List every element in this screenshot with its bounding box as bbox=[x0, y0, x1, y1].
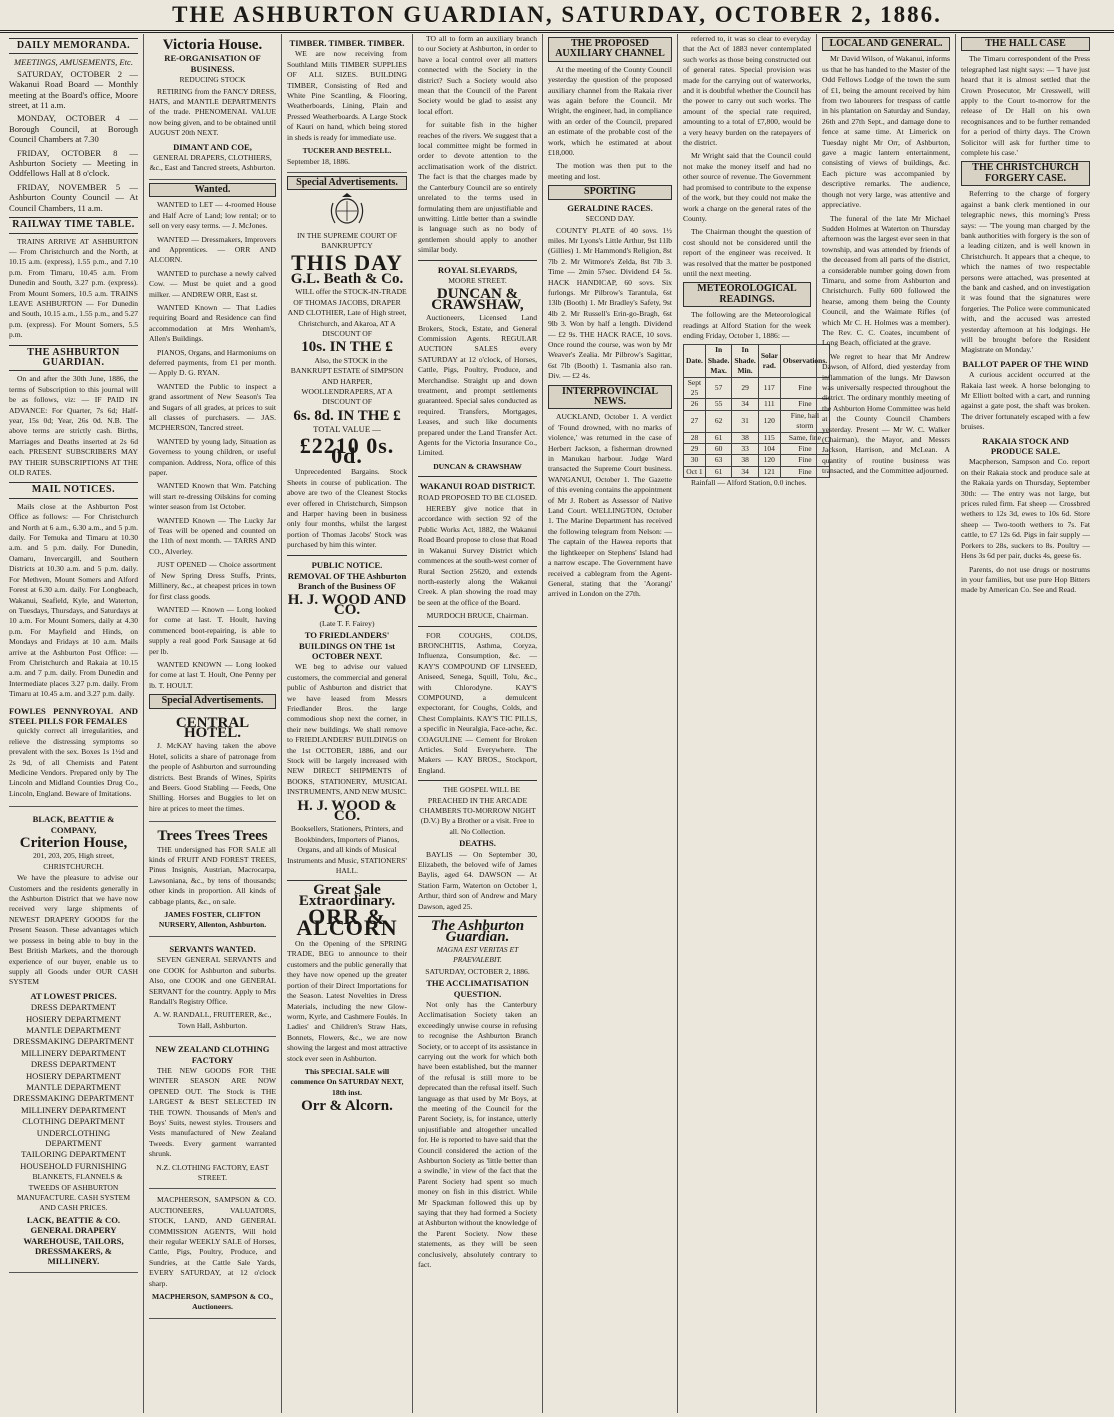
divider bbox=[418, 626, 537, 627]
article-body: for suitable fish in the higher reaches of the rivers. We suggest that a local committee might be formed in order to devote attention to the acclimatisation work of the district. The fact is that the charges made by the Canterbury Council are so entirely unrelated to the terms used in formulating them are unjustifiable and unwitting. Little better than a swindle is language such as no body of gentlemen should apply to another similar body. bbox=[418, 120, 537, 255]
royal-arms-crest bbox=[287, 193, 407, 229]
auxiliary-channel-intro: At the meeting of the County Council yesterday the question of the proposed auxiliary channel from the Rakaia river was again before the Council. Mr Wright, the engineer, had, in compliance with an order of the Council, prepared an estimate of the probable cost of the work, which he estimated at about £18,000. bbox=[548, 64, 672, 158]
table-cell: 33 bbox=[732, 444, 758, 455]
table-cell: 31 bbox=[732, 410, 758, 432]
hj-wood-subtitle: Booksellers, Stationers, Printers, and Bookbinders, Importers of Pianos, Organs, and all kinds of Musical Instruments and Music, STATIONERS' HALL. bbox=[287, 824, 407, 876]
duncan-crawshaw-signature: DUNCAN & CRAWSHAW bbox=[433, 461, 522, 471]
this-day-heading: THIS DAY bbox=[291, 249, 403, 275]
table-cell: 38 bbox=[732, 455, 758, 466]
criterion-dept: MILLINERY DEPARTMENT bbox=[20, 1104, 127, 1115]
rakaia-sale-title: RAKAIA STOCK AND PRODUCE SALE. bbox=[982, 435, 1069, 457]
trees-title: Trees Trees Trees bbox=[157, 828, 268, 845]
article-continuation: referred to, it was so clear to everyday that the Act of 1883 never contemplated such works as those being constructed out of general rates. Special provision was made for the carrying out of waterworks, and it is doubtful whether the Council has the power to carry out such works. The amount of the special rate required, amounting to a total of £7,800, would be a very heavy burden on the ratepayers of the district. bbox=[683, 34, 811, 148]
sporting-subtitle: GERALDINE RACES. bbox=[567, 202, 653, 213]
timber-date: September 18, 1886. bbox=[287, 157, 350, 167]
wanted-item: PIANOS, Organs, and Harmoniums on deferred payments, from £1 per month. — Apply D. G. RYAN. bbox=[149, 347, 276, 378]
criterion-dept: CLOTHING DEPARTMENT bbox=[22, 1116, 125, 1127]
forgery-case-text: Referring to the charge of forgery against a bank clerk mentioned in our telegraphic news, this morning's Press says: — 'The young man charged by the bank authorities with forgery is the son of a leading citizen, and is well known in Christchurch. It appears that a cheque, to which the names of two respectable persons were attached, was presented at the bank and cashed, and on investigation it was found that the signatures were forgeries. The Police were communicated with, and the accused was arrested yesterday afternoon at his lodgings. He will be brought before the Resident Magistrate on Monday.' bbox=[961, 189, 1090, 355]
wanted-title: Wanted. bbox=[149, 183, 276, 197]
criterion-foot: BLANKETS, FLANNELS & TWEEDS OF ASHBURTON MANUFACTURE. CASH SYSTEM AND CASH PRICES. bbox=[16, 1172, 131, 1213]
memo-item: FRIDAY, NOVEMBER 5 — Ashburton County Council — At Council Chambers, 11 a.m. bbox=[9, 181, 138, 213]
columns bbox=[4, 34, 1110, 1413]
victoria-house-reducing: REDUCING STOCK bbox=[179, 75, 246, 85]
wanted-item: WANTED — Known — Long looked for come at last. T. Hoult, having commenced boot-repairing, is able to supply a real good Pork Sausage at 6d per lb. bbox=[149, 604, 276, 656]
table-cell: 26 bbox=[684, 399, 706, 410]
criterion-dept: MANTLE DEPARTMENT bbox=[26, 1081, 121, 1092]
clothing-factory-text: THE NEW GOODS FOR THE WINTER SEASON ARE NOW OPENED OUT. The Stock is THE LARGEST & BEST SELECTED IN THE TOWN. Thousands of Men's and Boys' Suits, newest styles. Trousers and Vests manufactured of New Zealand Tweeds. Every garment warranted shrunk. bbox=[149, 1065, 276, 1159]
public-notice-title: PUBLIC NOTICE. bbox=[311, 559, 383, 570]
hotel-ad bbox=[149, 712, 276, 823]
column-2 bbox=[144, 34, 282, 1413]
table-cell: 117 bbox=[758, 377, 780, 399]
table-cell: Fine, hail storm bbox=[780, 410, 829, 432]
victoria-house-signature-2: GENERAL DRAPERS, CLOTHIERS, &c., East and Tancred streets, Ashburton. bbox=[149, 153, 276, 173]
hj-wood-late: (Late T. F. Fairey) bbox=[319, 618, 375, 628]
pills-ad-title: FOWLES PENNYROYAL AND STEEL PILLS FOR FEMALES bbox=[9, 705, 138, 726]
paper-name: The Ashburton Guardian. bbox=[430, 918, 525, 945]
table-header-row bbox=[684, 345, 830, 377]
table-cell: 29 bbox=[732, 377, 758, 399]
duncan-crawshaw-text: Auctioneers, Licensed Land Brokers, Stock, Estate, and General Commission Agents. REGULAR AUCTION SALES every SATURDAY at 12 o'clock, of Horses, Cattle, Pigs, Poultry, Produce, and Merchandise. Straight up and down treatment, and prompt settlements guaranteed. Special sales conducted as required. Transfers, Mortgages, Leases, and such like documents prepared under the Land Transfer Act. Agents for the Victoria Insurance Co., Limited. bbox=[418, 313, 537, 458]
rail-text: TRAINS ARRIVE AT ASHBURTON — From Christchurch and the North, at 10.15 a.m. (express), 1.55 p.m., and 7.10 p.m. From Timaru, 10.45 a.m. From Dunedin and South, 3.27 p.m. (express). From Mount Somers, 10.5 a.m. TRAINS LEAVE ASHBURTON — For Dunedin and South, 10.15 a.m., 1.55 p.m., and 5.27 p.m. (express). For Mount Somers, 5.5 p.m. bbox=[9, 236, 138, 340]
criterion-signature: LACK, BEATTIE & CO. GENERAL DRAPERY WAREHOUSE, TAILORS, DRESSMAKERS, & MILLINERY. bbox=[23, 1214, 124, 1267]
column-1 bbox=[4, 34, 144, 1413]
wanted-item: WANTED Known — That Ladies requiring Board and Residence can find accommodation at Mrs Wenham's, Allen's Buildings. bbox=[149, 302, 276, 344]
article-intro: TO all to form an auxiliary branch to our Society at Ashburton, in order to have a local control over all matters connected with the Society in the district? Such a Society would also mean that the Council of the Parent Society would be glad to assist any local effort. bbox=[418, 34, 537, 116]
wanted-item: WANTED to purchase a newly calved Cow. — Must be quiet and a good milker. — ANDREW ORR, East st. bbox=[149, 268, 276, 299]
criterion-dept: TAILORING DEPARTMENT bbox=[21, 1149, 126, 1160]
pills-ad bbox=[9, 703, 138, 808]
table-row bbox=[684, 455, 830, 466]
hotel-text: J. McKAY having taken the above Hotel, solicits a share of patronage from the people of Ashburton and surrounding districts. Best Brands of Wines, Spirits and Beers. Good Stabling — Feeds, One Shilling. Horses and Buggies to let on hire at prices to meet the times. bbox=[149, 741, 276, 813]
divider bbox=[287, 880, 407, 881]
local-general-text: Mr David Wilson, of Wakanui, informs us that he has handed to the Master of the Odd Fellows Lodge of the town the sum of £1, being the amount received by him from two labourers for trespass of cattle in his plantation on Saturday and Sunday, 26th and 27th Sept., and damage done to fence at same time. At Limerick on Tuesday night Mr Orr, of Ashburton, gave a magic lantern entertainment, consisting of views of buildings, &c. Each picture was accompanied by descriptive remarks. The audience, though not very large, was attentive and appreciative. bbox=[822, 54, 950, 210]
local-general-text: We regret to hear that Mr Andrew Dawson, of Alford, died yesterday from inflammation of the lungs. Mr Dawson was universally respected throughout the district. The ordinary monthly meeting of the Ashburton Home Committee was held at the County Council Chambers yesterday. Present — Mr W. C. Walker (Chairman), the Mayor, and Messrs Jackson, Harrison, and McLean. A quantity of routine business was transacted, and the Committee adjourned. bbox=[822, 351, 950, 476]
wanted-item: WANTED Known — The Lucky Jar of Teas will be opened and counted on the 11th of next month. — TARRS AND CO., Alverley. bbox=[149, 515, 276, 556]
wanted-item: WANTED the Public to inspect a grand assortment of New Season's Tea and Sugars of all grades, at prices to suit all classes of purchasers. — JAS. MCPHERSON, Tancred street. bbox=[149, 381, 276, 433]
article-continuation: Mr Wright said that the Council could not make the money itself and had no other source of revenue. The Government had promised to contribute to the expense of the work, but they could not make the work a charge on the general rates of the County. bbox=[683, 151, 811, 223]
criterion-price: AT LOWEST PRICES. bbox=[30, 990, 117, 1001]
hj-wood-to: TO FRIEDLANDERS' BUILDINGS ON THE 1st OCTOBER NEXT. bbox=[298, 630, 396, 661]
criterion-dept: DRESSMAKING DEPARTMENT bbox=[13, 1036, 134, 1047]
victoria-house-subtitle: RE-ORGANISATION OF BUSINESS. bbox=[164, 53, 261, 74]
column-7 bbox=[817, 34, 956, 1413]
table-row bbox=[684, 377, 830, 399]
table-cell: 29 bbox=[684, 444, 706, 455]
trees-text: THE undersigned has FOR SALE all kinds of FRUIT AND FOREST TREES, Pinus Insignis, Austrian, Macrocarpa, Lawsoniana, &c., by tens of thousands; other kinds in proportion. All kinds of cabbage plants, &c., on sale. bbox=[149, 844, 276, 906]
criterion-dept: DRESS DEPARTMENT bbox=[30, 1059, 117, 1070]
meteorological-table bbox=[683, 344, 830, 478]
wakanui-text: HEREBY give notice that in accordance with section 92 of the Public Works Act, 1882, the Wakanui Road Board propose to close that Road in Wakanui Survey District which commences at the south-west corner of Rural Section 25620, and extends north-easterly along the Wakanui Creek. A plan showing the road may be seen at the office of the Board. bbox=[418, 504, 537, 607]
divider bbox=[418, 780, 537, 781]
sporting-title: SPORTING bbox=[548, 185, 672, 199]
memo-subtitle: MEETINGS, AMUSEMENTS, Etc. bbox=[14, 57, 133, 68]
mail-title: MAIL NOTICES. bbox=[9, 482, 138, 498]
paper-motto: MAGNA EST VERITAS ET PRAEVALEBIT. bbox=[436, 944, 519, 965]
servants-title: SERVANTS WANTED. bbox=[169, 943, 256, 954]
guardian-terms-text: On and after the 30th June, 1886, the terms of Subscription to this journal will be as follows, viz: — IF PAID IN ADVANCE: For Quarter, 7s 6d; Half-year, 15s 0d; Year, 26s 0d. N.B. The above terms are strictly cash. Births, Marriages and Deaths inserted at 2s 6d each. PRESENT SUBSCRIBERS MAY PAY THEIR SUBSCRIPTIONS AT THE OLD RATES. bbox=[9, 374, 138, 478]
table-cell: 120 bbox=[758, 410, 780, 432]
criterion-address: 201, 203, 205, High street, CHRISTCHURCH. bbox=[33, 851, 114, 871]
clothing-factory-title: NEW ZEALAND CLOTHING FACTORY bbox=[155, 1044, 270, 1065]
deaths-title: DEATHS. bbox=[459, 838, 496, 849]
table-cell: Fine bbox=[780, 455, 829, 466]
table-cell: Fine bbox=[780, 377, 829, 399]
criterion-dept: DRESS DEPARTMENT bbox=[30, 1002, 117, 1013]
table-header: Date. bbox=[684, 345, 706, 377]
victoria-house-ad bbox=[149, 34, 276, 180]
gl-beath-heading: G.L. Beath & Co. bbox=[290, 270, 404, 287]
wanted-item: WANTED to LET — 4-roomed House and Half Acre of Land; low rental; or to sell on very easy terms. — J. McJones. bbox=[149, 200, 276, 231]
criterion-text: We have the pleasure to advise our Customers and the residents generally in the Ashburton District that we have now received very large shipments of NEWEST DRAPERY GOODS for the Present Season. These advantages which we possess in being able to buy in the Best British Markets, and the thorough experience of our buyer, enable us to supply all Goods under OUR CASH SYSTEM bbox=[9, 873, 138, 987]
mail-text: Mails close at the Ashburton Post Office as follows: — For Christchurch and North at 6 a.m., 6.30 a.m., and 5 p.m. daily. For Temuka and Timaru at 10.30 a.m. and 5 p.m. daily. For Dunedin, Oamaru, Invercargill, and Southern Districts at 10.30 a.m. and 5 p.m. daily. For Methven, Mount Somers and Alford Forest at 6.30 a.m. daily. For Longbeach, Wakanui, Seafield, Kyle, and Waterton, on Tuesdays, Thursdays, and Saturdays at 10 a.m. For Mount Somers, daily at 4.30 p.m. For Mayfield and Hinds, on Mondays and Fridays at 10 a.m. Mails arrive at the Ashburton Post Office: — From Christchurch and Rakaia at 10.15 a.m. and 7 p.m. daily. From Dunedin and Intermediate places 3.27 p.m. daily. From Timaru at 10.45 a.m. and 3.27 p.m. daily. bbox=[9, 501, 138, 699]
table-cell: 57 bbox=[705, 377, 731, 399]
hall-case-text: The Timaru correspondent of the Press telegraphed last night says: — 'I have just heard that it is almost settled that the Crown Prosecutor, Mr Cresswell, will apply to the Court to-morrow for the release of Dr Hall on his own recognisances and to be further remanded for a period of thirty days. The Crown Solicitor will ask for further time to complete his case.' bbox=[961, 54, 1090, 158]
interprovincial-title: INTERPROVINCIAL NEWS. bbox=[548, 385, 672, 410]
divider bbox=[418, 260, 537, 261]
criterion-dept: UNDERCLOTHING DEPARTMENT bbox=[36, 1127, 111, 1148]
column-5 bbox=[543, 34, 678, 1413]
divider bbox=[418, 916, 537, 917]
table-cell: 55 bbox=[705, 399, 731, 410]
masthead: THE ASHBURTON GUARDIAN, SATURDAY, OCTOBER 2, 1886. bbox=[0, 0, 1114, 33]
clothing-factory-ad bbox=[149, 1040, 276, 1189]
table-cell: 115 bbox=[758, 432, 780, 443]
duncan-crawshaw-title: DUNCAN & CRAWSHAW, bbox=[431, 286, 524, 313]
great-sale-heading: Great Sale Extraordinary. bbox=[298, 882, 396, 909]
ballot-text: A curious accident occurred at the Rakaia last week. A horse belonging to Mr Elliott bolted with a cart, and running against a gate post, the shaft was broken. The driver fortunately escaped with a few bruises. bbox=[961, 370, 1090, 432]
court-notice: IN THE SUPREME COURT OF BANKRUPTCY bbox=[296, 230, 398, 251]
wanted-item: WANTED — Dressmakers, Improvers and Apprentices. — ORR AND ALCORN. bbox=[149, 234, 276, 265]
paper-date: SATURDAY, OCTOBER 2, 1886. bbox=[425, 966, 530, 976]
table-cell: 120 bbox=[758, 455, 780, 466]
table-row bbox=[684, 399, 830, 410]
criterion-dept: HOSIERY DEPARTMENT bbox=[25, 1070, 122, 1081]
gospel-notice: THE GOSPEL WILL BE PREACHED IN THE ARCADE CHAMBERS TO-MORROW NIGHT (D.V.) By a Brother or a visit. Free to all. No Collection. bbox=[419, 785, 536, 836]
hotel-title: CENTRAL HOTEL. bbox=[175, 714, 250, 741]
table-cell: 111 bbox=[758, 399, 780, 410]
table-cell: 61 bbox=[705, 432, 731, 443]
servants-text: SEVEN GENERAL SERVANTS and one COOK for Ashburton and suburbs. Also, one COOK and one GENERAL SERVANT for the country. Apply to Mrs Randall's Registry Office. bbox=[149, 955, 276, 1006]
hj-wood-text: WE beg to advise our valued customers, the commercial and general public of Ashburton and district that we have leased from Messrs Friedlander Bros. the large commodious shop next the corner, in their new buildings. We shall remove to FRIEDLANDERS' BUILDINGS on the 1st OCTOBER, 1886, and our Stock will be largely increased with NEW DIRECT SHIPMENTS of BOOKS, STATIONERY, MUSICAL INSTRUMENTS, AND NEW MUSIC. bbox=[287, 662, 407, 797]
local-general-title: LOCAL AND GENERAL. bbox=[822, 37, 950, 51]
ballot-title: BALLOT PAPER OF THE WIND bbox=[962, 358, 1089, 369]
memo-item: FRIDAY, OCTOBER 8 — Ashburton Society — Meeting in Oddfellows Hall at 8 o'clock. bbox=[9, 147, 138, 179]
victoria-house-title: Victoria House. bbox=[162, 37, 263, 53]
victoria-house-signature: DIMANT AND COE, bbox=[173, 141, 252, 152]
macpherson-text: MACPHERSON, SAMPSON & CO. AUCTIONEERS, VALUATORS, STOCK, LAND, AND GENERAL COMMISSION AGENTS, Will hold their regular WEEKLY SALE of Horses, Cattle, Pigs, Poultry, Produce, and Sundries, at the Cattle Sale Yards, EVERY SATURDAY, at 12 o'clock sharp. bbox=[149, 1195, 276, 1288]
total-value: £2210 0s. 0d. bbox=[299, 432, 395, 468]
table-header: Observations. bbox=[780, 345, 829, 377]
table-cell: Oct 1 bbox=[684, 466, 706, 477]
criterion-dept: MANTLE DEPARTMENT bbox=[26, 1024, 121, 1035]
public-notice-subtitle: REMOVAL OF THE Ashburton Branch of the Business OF bbox=[287, 571, 407, 592]
gl-beath-text-1: WILL offer the STOCK-IN-TRADE OF THOMAS JACOBS, DRAPER AND CLOTHIER, Late of High street, Christchurch, and Akaroa, AT A DISCOUNT OF bbox=[287, 287, 407, 338]
column-3 bbox=[282, 34, 413, 1413]
hj-wood-name: H. J. WOOD AND CO. bbox=[287, 591, 407, 619]
table-cell: Fine bbox=[780, 399, 829, 410]
rakaia-sale-text: Macpherson, Sampson and Co. report on their Rakaia stock and produce sale at the Rakaia yards on Thursday, September 30th: — The entry was not large, but prices ruled firm. Fat sheep — Crossbred wethers to 12s 3d, ewes to 10s 6d. Store sheep — Two-tooth wethers to 7s. Fat cattle, to £7 12s 6d. Pigs in fair supply — Porkers to 28s, suckers to 8s. Poultry — Hens 3s 6d per pair, ducks 4s, geese 6s. bbox=[961, 457, 1090, 561]
hall-case-title: THE HALL CASE bbox=[961, 37, 1090, 51]
special-ads-title: Special Advertisements. bbox=[287, 176, 407, 190]
table-cell: Fine bbox=[780, 444, 829, 455]
table-cell: Same, fine bbox=[780, 432, 829, 443]
criterion-dept: DRESSMAKING DEPARTMENT bbox=[13, 1093, 134, 1104]
orr-alcorn-signature: Orr & Alcorn. bbox=[301, 1098, 393, 1115]
orr-alcorn-foot: This SPECIAL SALE will commence On SATURDAY NEXT, 18th inst. bbox=[290, 1066, 404, 1097]
royal-sleyards-title: ROYAL SLEYARDS, bbox=[437, 264, 518, 275]
gl-beath-text-2: Also, the STOCK in the BANKRUPT ESTATE of SIMPSON AND HARPER, WOOLLENDRAPERS, AT A DISCOUNT OF bbox=[290, 355, 404, 407]
wanted-item: WANTED KNOWN — Long looked for come at last T. Hoult, One Penny per lb. T. HOULT. bbox=[149, 659, 276, 690]
local-general-text: The funeral of the late Mr Michael Sudden Holmes at Waterton on Thursday afternoon was the largest ever seen in that township, and was attended by friends of the deceased from all parts of the district, a considerable number going down from Timaru, and some from Ashburton and Christchurch. Fully 600 followed the hearse, among them being the County Council, and the Waimate Rifles (of which Mr C. H. Holmes was a member). The Rev. C. C. Coates, incumbent of Long Beach, officiated at the grave. bbox=[822, 213, 950, 348]
table-cell: 34 bbox=[732, 466, 758, 477]
discount-1: 10s. IN THE £ bbox=[301, 339, 393, 356]
macpherson-ad bbox=[149, 1192, 276, 1318]
table-row bbox=[684, 466, 830, 477]
victoria-house-text: RETIRING from the FANCY DRESS, HATS, and MANTLE DEPARTMENTS of the trade. PHENOMENAL VALUE now being given, and to be obtained until AUGUST 20th NEXT. bbox=[149, 86, 276, 138]
total-label: TOTAL VALUE — bbox=[313, 424, 381, 435]
discount-2: 6s. 8d. IN THE £ bbox=[293, 407, 401, 424]
table-cell: 30 bbox=[684, 455, 706, 466]
hop-bitters-ad: Parents, do not use drugs or nostrums in your families, but use pure Hop Bitters made by American Co. See and Read. bbox=[961, 564, 1090, 595]
orr-alcorn-heading: ORR & ALCORN bbox=[296, 904, 398, 940]
table-cell: 28 bbox=[684, 432, 706, 443]
sporting-subtitle-2: SECOND DAY. bbox=[585, 214, 635, 224]
criterion-firm: BLACK, BEATTIE & COMPANY, bbox=[32, 814, 115, 835]
table-cell: 121 bbox=[758, 466, 780, 477]
column-6 bbox=[678, 34, 828, 1413]
wakanui-signature: MURDOCH BRUCE, Chairman. bbox=[426, 611, 529, 621]
clothing-factory-signature: N.Z. CLOTHING FACTORY, EAST STREET. bbox=[156, 1162, 269, 1182]
criterion-dept: HOUSEHOLD FURNISHING bbox=[20, 1160, 127, 1171]
table-cell: 63 bbox=[705, 455, 731, 466]
specials-title: Special Advertisements. bbox=[149, 694, 276, 708]
table-cell: 104 bbox=[758, 444, 780, 455]
auxiliary-channel-title: THE PROPOSED AUXILIARY CHANNEL bbox=[548, 37, 672, 62]
table-cell: Fine bbox=[780, 466, 829, 477]
table-cell: 38 bbox=[732, 432, 758, 443]
timber-heading: TIMBER. TIMBER. TIMBER. bbox=[289, 38, 405, 48]
servants-signature: A. W. RANDALL, FRUITERER, &c., Town Hall, Ashburton. bbox=[153, 1010, 272, 1030]
table-cell: 60 bbox=[705, 444, 731, 455]
table-cell: 34 bbox=[732, 399, 758, 410]
pills-ad-text: quickly correct all irregularities, and relieve the distressing symptoms so prevalent with the sex. Boxes 1s 1½d and 2s 9d, of all Chemists and Patent Medicine Vendors. Prepared only by The Lincoln and Midland Counties Drug Co., Lincoln, England. Beware of Imitations. bbox=[9, 726, 138, 798]
table-cell: 62 bbox=[705, 410, 731, 432]
guardian-terms-title: THE ASHBURTON GUARDIAN. bbox=[9, 345, 138, 372]
forgery-case-title: THE CHRISTCHURCH FORGERY CASE. bbox=[961, 161, 1090, 186]
column-8 bbox=[956, 34, 1095, 1413]
trees-signature: JAMES FOSTER, CLIFTON NURSERY, Allenton, Ashburton. bbox=[158, 910, 267, 930]
memo-item: SATURDAY, OCTOBER 2 — Wakanui Road Board — Monthly meeting at the Board's office, Moore street, at 11 a.m. bbox=[9, 68, 138, 111]
editorial-text: Not only has the Canterbury Acclimatisation Society taken an exceedingly unwise course in refusing to recognise the Ashburton Branch Society, or to accept of its assistance in carrying out the work for which both have been established, but the manner of the refusal is still more to be deprecated than the refusal itself. Such language as that used by Mr Boys, at the meeting of the Council for the Parent Society, is, for instance, utterly unjustifiable and altogether uncalled for. He is reported to have said that the Council considered the action of the Ashburton Society as 'little better than a swindle,' in view of the fact that the Parent Society had spent so much money on fish in this district. While Mr Spackman followed this up by saying that they had formed a Society at Ashburton without the knowledge of the Parent Society. Now these statements, as they will be seen conclusively, absolutely contrary to fact. bbox=[418, 999, 537, 1270]
trees-ad bbox=[149, 825, 276, 937]
sporting-text: COUNTY PLATE of 40 sovs. 1½ miles. Mr Lyons's Little Arthur, 9st 11lb (Gillies) 1. Mr Hammond's Religion, 8st 7lb 2. Mr Witmore's Zelda, 8st 7lb 3. Time — 2min 57sec. Dividend £4 5s. HACK HANDICAP, 60 sovs. Six furlongs. Mr Pilbrow's Tarantula, 6st 13lb (Booth) 1. Mr Bradley's Safety, 9st 4lb 2. Mr Russell's Erin-go-Bragh, 6st 9lb 3. Won by half a length. Dividend — £2 9s. THE HACK RACE, 10 sovs. Once round the course, was won by Mr Weaver's Zealia. Mr Pilbrow's Sagittar, 6st 7lb (Booth) 1. Tasmania also ran. Div. — £2 4s. bbox=[548, 225, 672, 381]
royal-sleyards-subtitle: MOORE STREET. bbox=[448, 275, 507, 285]
table-row bbox=[684, 432, 830, 443]
article-continuation: The Chairman thought the question of cost should not be considered until the report of the engineer was received. It was resolved that the matter be postponed until the next meeting. bbox=[683, 227, 811, 278]
criterion-ad bbox=[9, 810, 138, 1273]
divider bbox=[418, 476, 537, 477]
table-header: In Shade. Max. bbox=[705, 345, 731, 377]
table-cell: 27 bbox=[684, 410, 706, 432]
timber-ad bbox=[287, 34, 407, 173]
hj-wood-big: H. J. WOOD & CO. bbox=[297, 797, 397, 824]
meteorological-intro: The following are the Meteorological readings at Alford Station for the week ending Friday, October 1, 1886: — bbox=[683, 310, 811, 340]
timber-text: WE are now receiving from Southland Mills TIMBER SUPPLIES OF ALL SIZES. BUILDING TIMBER, Consisting of Red and White Pine Scantling, & Flooring, Weatherboards, Lining, Plain and Pressed Weatherboards. A Large Stock of Kauri on hand, which being stored in sheds is ready for immediate use. bbox=[287, 49, 407, 142]
editorial-title: THE ACCLIMATISATION QUESTION. bbox=[426, 978, 529, 999]
table-header: In Shade. Min. bbox=[732, 345, 758, 377]
table-row bbox=[684, 444, 830, 455]
criterion-dept: HOSIERY DEPARTMENT bbox=[25, 1013, 122, 1024]
wanted-item: WANTED by young lady, Situation as Governess to young children, or useful companion. Address, Nora, office of this paper. bbox=[149, 436, 276, 478]
gl-beath-text-3: Unprecedented Bargains. Stock Sheets in course of publication. The above are two of the Cleanest Stocks ever offered in Christchurch, Simpson and Harper having been in business only four months, whilst the largest portion of Thomas Jacobs' Stock was purchased by him this winter. bbox=[287, 467, 407, 550]
memo-item: MONDAY, OCTOBER 4 — Borough Council, at Borough Council Chambers at 7.30 bbox=[9, 113, 138, 145]
column-4 bbox=[413, 34, 543, 1413]
meteorological-title: METEOROLOGICAL READINGS. bbox=[683, 282, 811, 307]
table-header: Solar rad. bbox=[758, 345, 780, 377]
timber-signature: TUCKER AND BESTELL. bbox=[302, 146, 392, 156]
interprovincial-text: AUCKLAND, October 1. A verdict of 'Found drowned, with no marks of violence,' was returned in the case of Herbert Jackson, a fisherman drowned in Manukau harbour. Judge Ward transacted the Supreme Court business. WANGANUI, October 1. The Gazette of this evening contains the appointment of Mr J. Robert as Assessor of Native Land Court. WELLINGTON, October 1. The Marine Department has received the following telegram from Nelson: — The captain of the Hawea reports that the lightkeeper on Stephens' Island had a narrow escape. The Government have received a cablegram from the Agent-General, stating that the 'Aorangi' arrived in London on the 27th. bbox=[548, 412, 672, 599]
wakanui-title: WAKANUI ROAD DISTRICT. bbox=[419, 481, 536, 492]
criterion-name: Criterion House, bbox=[19, 835, 128, 852]
table-row bbox=[684, 410, 830, 432]
royal-arms-icon bbox=[327, 193, 367, 227]
servants-ad bbox=[149, 940, 276, 1037]
criterion-dept: MILLINERY DEPARTMENT bbox=[20, 1047, 127, 1058]
divider bbox=[287, 555, 407, 556]
deaths-text: BAYLIS — On September 30, Elizabeth, the beloved wife of James Baylis, aged 64. DAWSON — At Station Farm, Waterton on October 1, Arthur, third son of Andrew and Mary Dawson, aged 25. bbox=[418, 849, 537, 911]
meteorological-foot: Rainfall — Alford Station, 0.0 inches. bbox=[691, 478, 807, 488]
orr-alcorn-text: On the Opening of the SPRING TRADE, BEG to announce to their customers and the public generally that they have now opened up the greater portion of their Direct Importations for the Season. Latest Novelties in Dress Materials, including the new Glow-worm, Kyrle, and Cashmere Foulés. In Ladies' and Children's Straw Hats, Bonnets, Flowers, &c., we are now showing the largest and most attractive stock ever seen in Ashburton. bbox=[287, 939, 407, 1063]
wanted-item: JUST OPENED — Choice assortment of New Spring Dress Stuffs, Prints, Millinery, &c., at cheapest prices in town for first class goods. bbox=[149, 560, 276, 601]
wanted-item: WANTED Known that Wm. Patching will start re-dressing Oilskins for coming winter season from 1st October. bbox=[149, 481, 276, 512]
wakanui-subtitle: ROAD PROPOSED TO BE CLOSED. bbox=[418, 492, 537, 502]
auxiliary-channel-body: The motion was then put to the meeting and lost. bbox=[548, 161, 672, 181]
table-cell: Sept 25 bbox=[684, 377, 706, 399]
coughs-ad: FOR COUGHS, COLDS, BRONCHITIS, Asthma, Coryza, Influenza, Consumption, &c. — KAY'S COMPOUND OF LINSEED, Aniseed, Senega, Squill, Tolu, &c., with Chlorodyne. KAY'S COMPOUND, a demulcent expectorant, for Coughs, Colds, and Chest Complaints. KAY'S TIC PILLS, a specific in Neuralgia, Face-ache, &c. COAGULINE — Cement for Broken Articles. Sold Everywhere. The Makers — KAY BROS., Stockport, England. bbox=[418, 630, 537, 775]
macpherson-signature: MACPHERSON, SAMPSON & CO., Auctioneers. bbox=[151, 1292, 274, 1312]
table-cell: 61 bbox=[705, 466, 731, 477]
memo-title: DAILY MEMORANDA. bbox=[9, 38, 138, 54]
rail-title: RAILWAY TIME TABLE. bbox=[9, 217, 138, 233]
